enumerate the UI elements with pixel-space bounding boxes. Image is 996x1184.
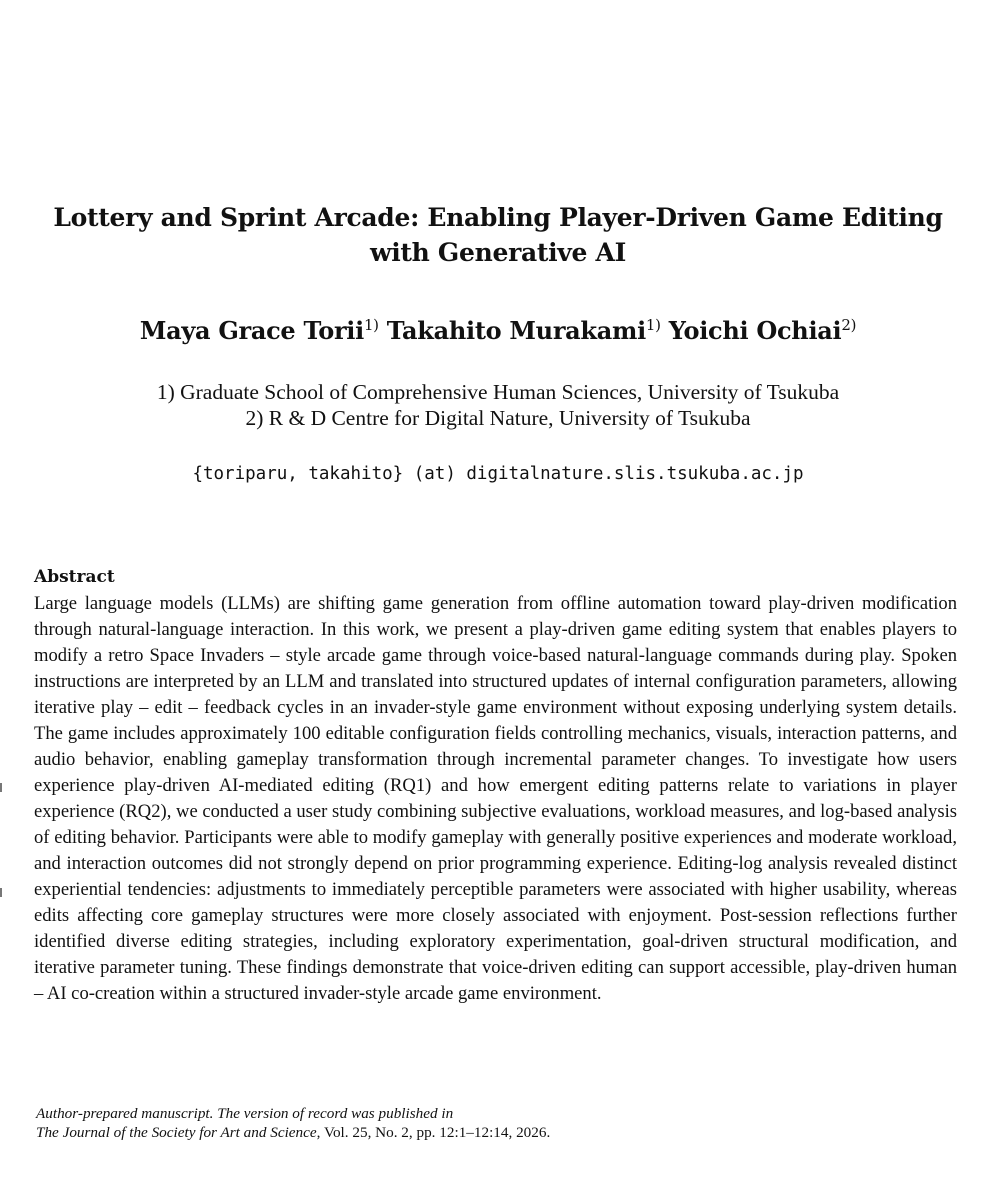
margin-tick-mark [0,888,2,897]
margin-tick-mark [0,783,2,792]
journal-name: The Journal of the Society for Art and Science [36,1124,317,1141]
author-list [30,314,966,348]
citation-details: , Vol. 25, No. 2, pp. 12:1–12:14, 2026. [316,1124,551,1141]
author-name: Maya Grace Torii [139,316,364,345]
footnote-line-2 [36,1123,936,1142]
affiliation-mark: 1) [645,316,661,334]
affiliation-mark: 1) [363,316,379,334]
publication-footnote [36,1104,936,1142]
paper-title: Lottery and Sprint Arcade: Enabling Player-Driven Game Editing with Generative AI [53,203,943,267]
affiliation-2: 2) R & D Centre for Digital Nature, University of Tsukuba [245,406,751,430]
abstract-heading: Abstract [34,567,115,587]
contact-email: {toriparu, takahito} (at) digitalnature.slis.tsukuba.ac.jp [192,464,804,484]
abstract-text: Large language models (LLMs) are shifting game generation from offline automation toward play-driven modification through natural-language interaction. In this work, we present a play-driven game editing system that enables players to modify a retro Space Invaders – style arcade game through voice-based natural-language commands during play. Spoken instructions are interpreted by an LLM and translated into structured updates of internal configuration parameters, allowing iterative play – edit – feedback cycles in an invader-style game environment without exposing underlying system details. The game includes approximately 100 editable configuration fields controlling mechanics, visuals, interaction patterns, and audio behavior, enabling gameplay transformation through incremental parameter changes. To investigate how users experience play-driven AI-mediated editing (RQ1) and how emergent editing patterns relate to variations in player experience (RQ2), we conducted a user study combining subjective evaluations, workload measures, and log-based analysis of editing behavior. Participants were able to modify gameplay with generally positive experiences and moderate workload, and interaction outcomes did not strongly depend on prior programming experience. Editing-log analysis revealed distinct experiential tendencies: adjustments to immediately perceptible parameters were associated with higher usability, whereas edits affecting core gameplay structures were more closely associated with enjoyment. Post-session reflections further identified diverse editing strategies, including exploratory experimentation, goal-driven structural modification, and iterative parameter tuning. These findings demonstrate that voice-driven editing can support accessible, play-driven human – AI co-creation within a structured invader-style arcade game environment. [34,593,957,1004]
affiliation-1: 1) Graduate School of Comprehensive Human Sciences, University of Tsukuba [156,380,840,404]
affiliation-mark: 2) [841,316,857,334]
author-name: Takahito Murakami [386,316,646,345]
author-name: Yoichi Ochiai [668,316,842,345]
footnote-line-1: Author-prepared manuscript. The version of record was published in [36,1105,454,1122]
